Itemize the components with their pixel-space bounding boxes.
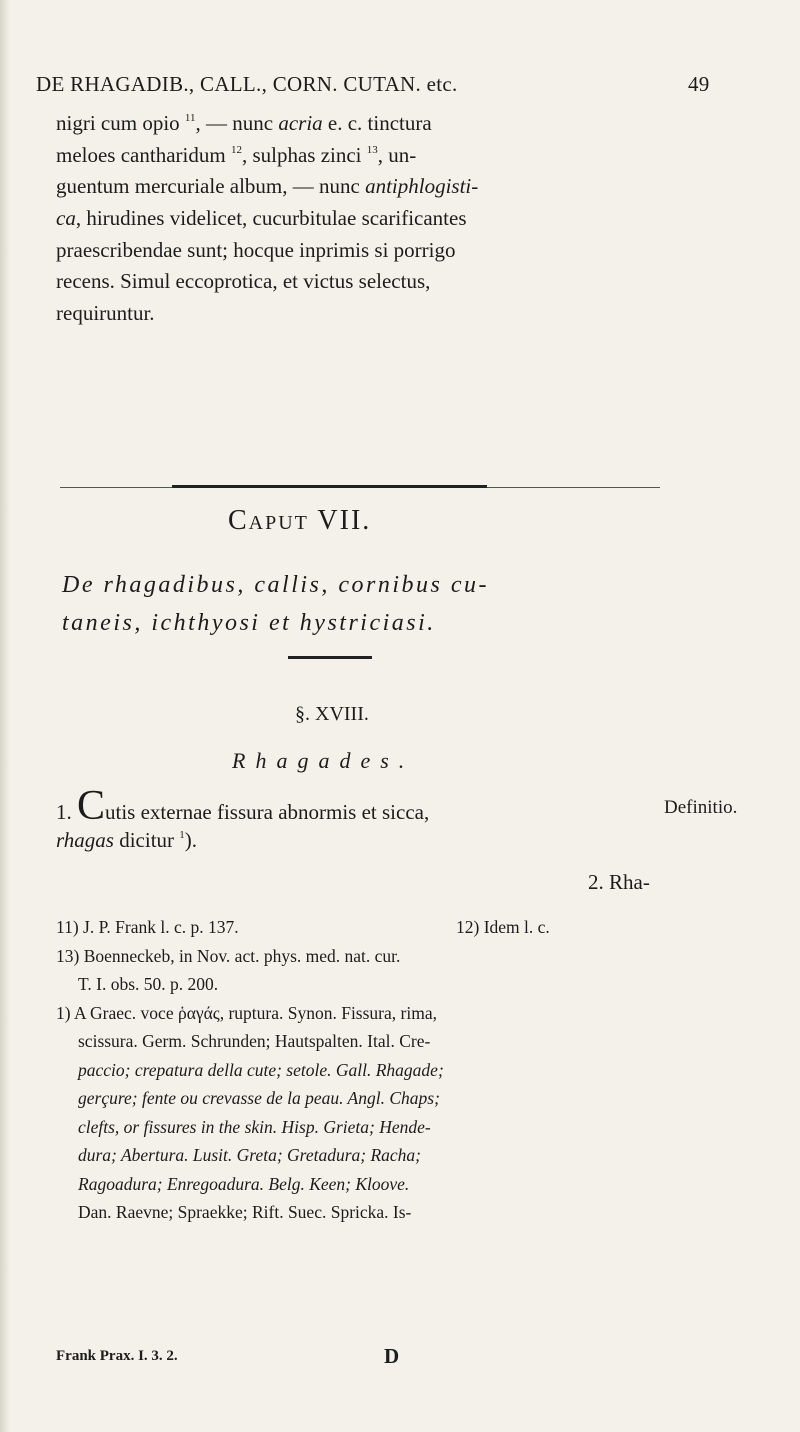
- text: guentum mercuriale album, — nunc: [56, 174, 366, 199]
- footnote-ref: 12: [230, 143, 242, 156]
- footnote-13-line1: 13) Boenneckeb, in Nov. act. phys. med. nat. cur.: [56, 945, 401, 966]
- text: , sulphas zinci: [241, 142, 367, 167]
- paragraph-second-line: [56, 828, 197, 853]
- text: , un-: [377, 142, 417, 167]
- body-line: [56, 266, 651, 298]
- footnote-11: 11) J. P. Frank l. c. p. 137.: [56, 917, 239, 937]
- footnote-ref: 1: [179, 829, 185, 841]
- body-line: [56, 235, 651, 267]
- section-divider-thick: [172, 485, 487, 488]
- catchword: 2. Rha-: [588, 870, 650, 894]
- ornamental-rule: [288, 656, 372, 659]
- signature-mark: D: [384, 1344, 400, 1368]
- footnote-1-line: paccio; crepatura della cute; setole. Gall. Rhagade;: [78, 1059, 444, 1080]
- text: praescribendae sunt; hocque inprimis si porrigo: [56, 237, 456, 262]
- body-line: [56, 108, 651, 140]
- footnote-1-line: Ragoadura; Enregoadura. Belg. Keen; Kloove.: [78, 1173, 410, 1194]
- text: requiruntur.: [56, 301, 155, 326]
- footnote-1-line: Dan. Raevne; Spraekke; Rift. Suec. Spricka. Is-: [78, 1202, 412, 1222]
- paragraph-text: utis externae fissura abnormis et sicca,: [105, 800, 430, 824]
- text: ).: [184, 828, 198, 852]
- running-title: DE RHAGADIB., CALL., CORN. CUTAN. etc.: [36, 72, 458, 96]
- text: , — nunc: [195, 111, 279, 135]
- body-line: [56, 203, 651, 235]
- body-text-block: [56, 108, 651, 330]
- text: dicitur: [113, 828, 180, 852]
- section-title: Rhagades.: [232, 748, 415, 773]
- footnotes: [56, 913, 676, 1227]
- text: e. c. tinctura: [322, 111, 432, 135]
- margin-note: Definitio.: [664, 797, 738, 818]
- page-edge-shadow: [0, 0, 10, 1432]
- footnote-1-line: 1) A Graec. voce ῥαγάς, ruptura. Synon. Fissura, rima,: [56, 1002, 437, 1023]
- footnote-13-line2: T. I. obs. 50. p. 200.: [78, 974, 219, 994]
- italic-text: acria: [278, 111, 323, 135]
- footer-reference: Frank Prax. I. 3. 2.: [56, 1348, 178, 1364]
- italic-text: ca: [56, 206, 76, 231]
- footnote-1-line: clefts, or fissures in the skin. Hisp. Grieta; Hende-: [78, 1116, 431, 1137]
- text: nigri cum opio: [56, 111, 185, 135]
- footnote-1-line: scissura. Germ. Schrunden; Hautspalten. Ital. Cre-: [78, 1031, 431, 1051]
- chapter-heading: Caput VII.: [228, 505, 372, 536]
- italic-term: rhagas: [56, 828, 114, 852]
- chapter-subtitle-line2: taneis, ichthyosi et hystriciasi.: [62, 610, 436, 636]
- footnote-ref: 13: [366, 143, 378, 156]
- page-number: 49: [688, 72, 710, 96]
- footnote-ref: 11: [184, 112, 196, 124]
- italic-text: antiphlogisti-: [365, 174, 479, 199]
- body-line: [56, 140, 651, 172]
- body-line: [56, 171, 651, 203]
- footnote-1-line: gerçure; fente ou crevasse de la peau. Angl. Chaps;: [78, 1088, 440, 1108]
- text: , hirudines videlicet, cucurbitulae scarificantes: [75, 206, 467, 231]
- footnote-row: [56, 913, 676, 942]
- paragraph-first-line: 1. Cutis externae fissura abnormis et sicca,: [56, 783, 430, 829]
- text: recens. Simul eccoprotica, et victus selectus,: [56, 269, 431, 294]
- chapter-subtitle-line1: De rhagadibus, callis, cornibus cu-: [62, 572, 490, 598]
- text: meloes cantharidum: [56, 142, 231, 167]
- section-number: §. XVIII.: [295, 703, 369, 725]
- drop-capital: C: [77, 783, 106, 829]
- footnote-12: 12) Idem l. c.: [456, 917, 550, 937]
- body-line: [56, 298, 651, 330]
- running-head: [36, 72, 736, 97]
- footnote-1-line: dura; Abertura. Lusit. Greta; Gretadura; Racha;: [78, 1145, 422, 1165]
